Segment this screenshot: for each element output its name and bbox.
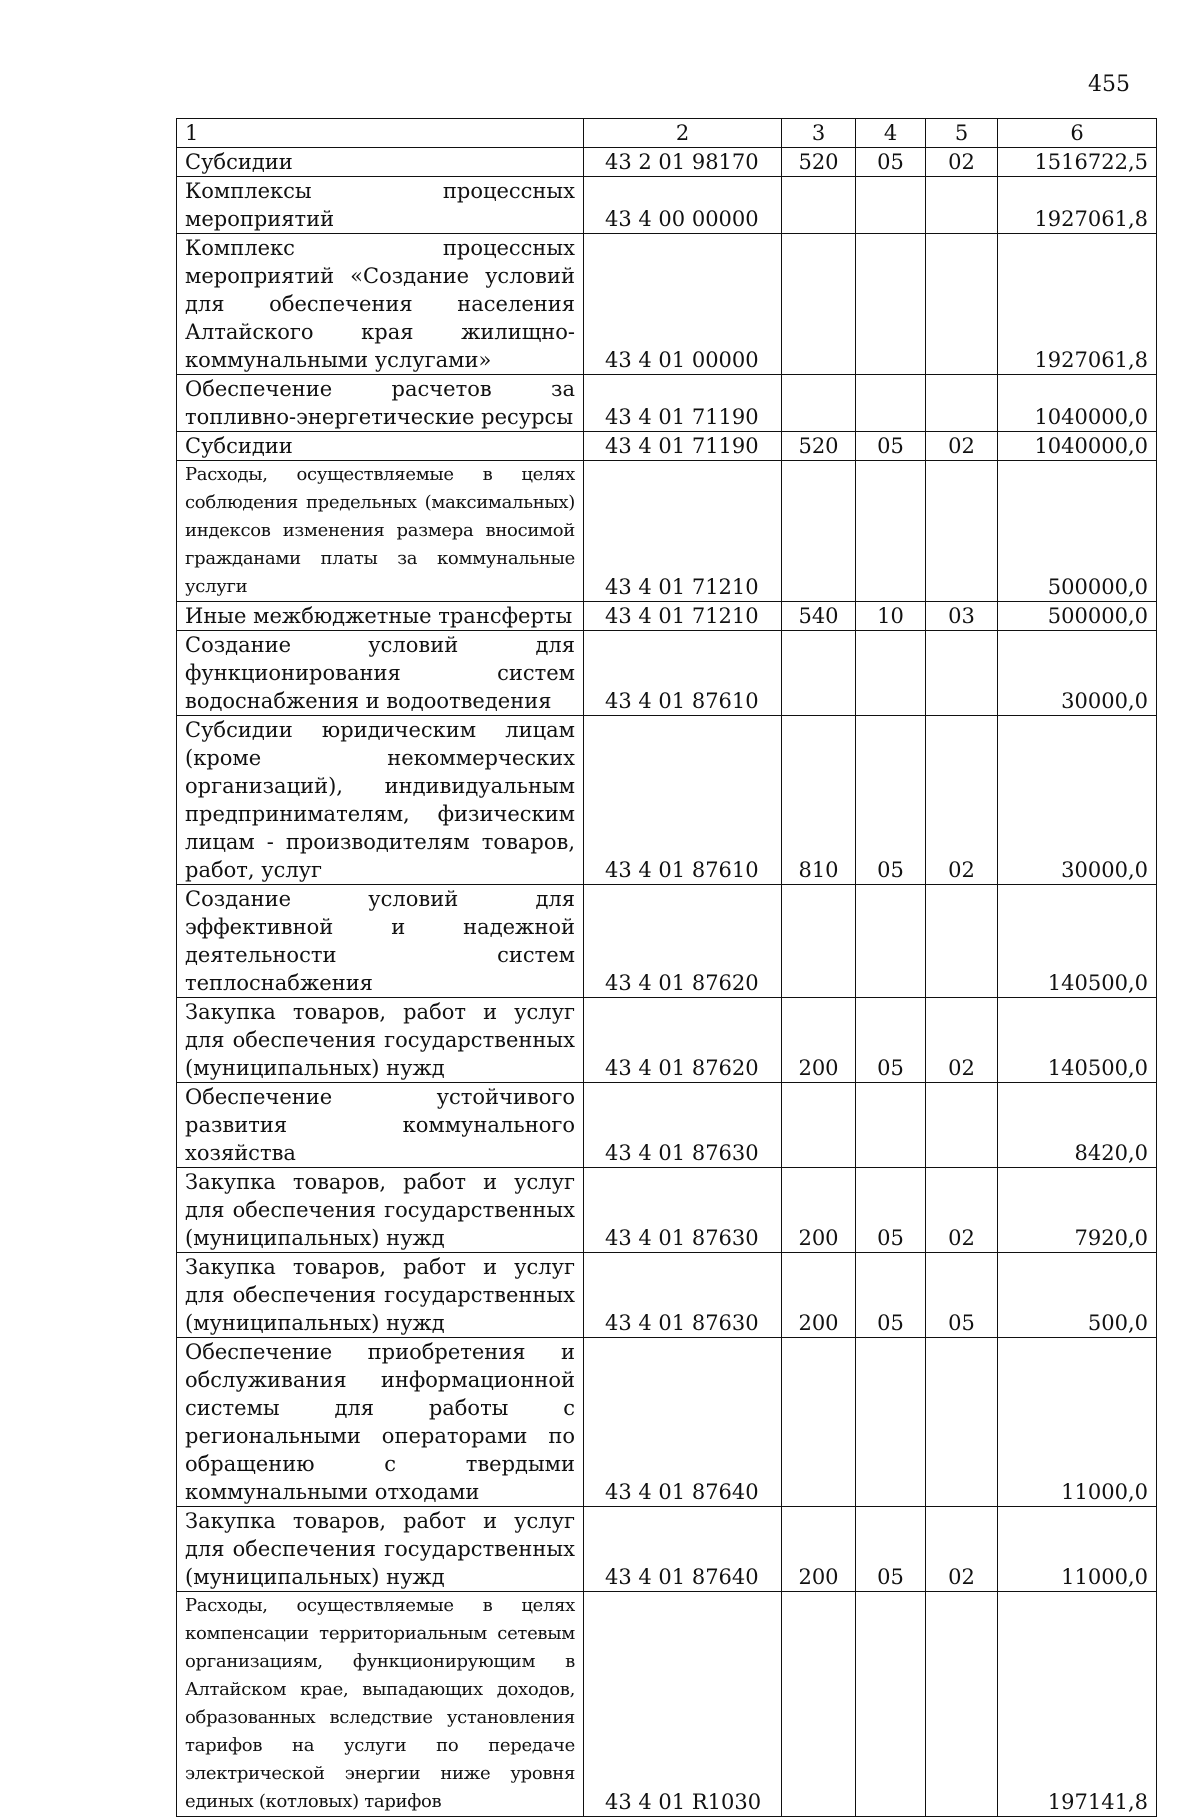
row-rz-cell: 05 bbox=[856, 432, 926, 461]
row-rz-cell bbox=[856, 375, 926, 432]
row-vr-cell: 540 bbox=[782, 602, 856, 631]
row-amount-cell: 500,0 bbox=[998, 1253, 1157, 1338]
row-pr-cell: 02 bbox=[926, 716, 998, 885]
row-name-cell: Иные межбюджетные трансферты bbox=[177, 602, 584, 631]
row-rz-cell: 05 bbox=[856, 716, 926, 885]
row-pr-cell: 02 bbox=[926, 432, 998, 461]
table-header-row bbox=[177, 119, 1157, 148]
header-cell: 3 bbox=[782, 119, 856, 148]
row-vr-cell bbox=[782, 1338, 856, 1507]
table-row bbox=[177, 375, 1157, 432]
row-rz-cell: 05 bbox=[856, 1168, 926, 1253]
table-row bbox=[177, 1083, 1157, 1168]
table-row bbox=[177, 1168, 1157, 1253]
header-cell: 6 bbox=[998, 119, 1157, 148]
row-code-cell: 43 4 01 87640 bbox=[584, 1507, 782, 1592]
table-row bbox=[177, 885, 1157, 998]
row-code-cell: 43 4 01 71210 bbox=[584, 602, 782, 631]
row-name-cell: Закупка товаров, работ и услуг для обеспечения государственных (муниципальных) нужд bbox=[177, 998, 584, 1083]
row-name-cell: Субсидии bbox=[177, 148, 584, 177]
row-name-cell: Расходы, осуществляемые в целях соблюдения предельных (максимальных) индексов изменения размера вносимой гражданами платы за коммунальные услуги bbox=[177, 461, 584, 602]
row-amount-cell: 197141,8 bbox=[998, 1592, 1157, 1817]
row-amount-cell: 1040000,0 bbox=[998, 432, 1157, 461]
row-rz-cell bbox=[856, 1083, 926, 1168]
row-code-cell: 43 4 01 71190 bbox=[584, 432, 782, 461]
row-code-cell: 43 4 01 00000 bbox=[584, 234, 782, 375]
row-amount-cell: 500000,0 bbox=[998, 602, 1157, 631]
row-vr-cell: 200 bbox=[782, 1507, 856, 1592]
row-vr-cell bbox=[782, 177, 856, 234]
row-name-cell: Комплекс процессных мероприятий «Создание условий для обеспечения населения Алтайского края жилищно-коммунальными услугами» bbox=[177, 234, 584, 375]
row-code-cell: 43 4 01 87630 bbox=[584, 1168, 782, 1253]
page-number: 455 bbox=[1088, 72, 1130, 97]
row-pr-cell bbox=[926, 885, 998, 998]
row-amount-cell: 7920,0 bbox=[998, 1168, 1157, 1253]
row-amount-cell: 1040000,0 bbox=[998, 375, 1157, 432]
header-cell: 5 bbox=[926, 119, 998, 148]
row-amount-cell: 500000,0 bbox=[998, 461, 1157, 602]
table-row bbox=[177, 998, 1157, 1083]
row-rz-cell bbox=[856, 234, 926, 375]
row-name-cell: Создание условий для эффективной и надежной деятельности систем теплоснабжения bbox=[177, 885, 584, 998]
table-row bbox=[177, 1592, 1157, 1817]
row-pr-cell bbox=[926, 1083, 998, 1168]
row-pr-cell: 02 bbox=[926, 1507, 998, 1592]
row-amount-cell: 140500,0 bbox=[998, 998, 1157, 1083]
table-row bbox=[177, 1338, 1157, 1507]
row-rz-cell bbox=[856, 1592, 926, 1817]
row-code-cell: 43 4 01 87630 bbox=[584, 1253, 782, 1338]
row-vr-cell bbox=[782, 461, 856, 602]
row-amount-cell: 8420,0 bbox=[998, 1083, 1157, 1168]
row-vr-cell bbox=[782, 375, 856, 432]
row-rz-cell: 05 bbox=[856, 1507, 926, 1592]
row-rz-cell bbox=[856, 177, 926, 234]
table-row bbox=[177, 1507, 1157, 1592]
row-name-cell: Обеспечение устойчивого развития коммунального хозяйства bbox=[177, 1083, 584, 1168]
row-vr-cell: 200 bbox=[782, 1253, 856, 1338]
table-row bbox=[177, 432, 1157, 461]
row-vr-cell: 520 bbox=[782, 148, 856, 177]
row-rz-cell bbox=[856, 461, 926, 602]
row-vr-cell: 200 bbox=[782, 998, 856, 1083]
row-name-cell: Комплексы процессных мероприятий bbox=[177, 177, 584, 234]
row-rz-cell: 10 bbox=[856, 602, 926, 631]
row-pr-cell: 02 bbox=[926, 998, 998, 1083]
row-code-cell: 43 4 01 87610 bbox=[584, 631, 782, 716]
table-row bbox=[177, 461, 1157, 602]
table-row bbox=[177, 234, 1157, 375]
row-vr-cell bbox=[782, 885, 856, 998]
row-code-cell: 43 4 01 87620 bbox=[584, 998, 782, 1083]
row-name-cell: Закупка товаров, работ и услуг для обеспечения государственных (муниципальных) нужд bbox=[177, 1253, 584, 1338]
header-cell: 2 bbox=[584, 119, 782, 148]
row-pr-cell: 02 bbox=[926, 148, 998, 177]
row-pr-cell bbox=[926, 375, 998, 432]
row-name-cell: Закупка товаров, работ и услуг для обеспечения государственных (муниципальных) нужд bbox=[177, 1507, 584, 1592]
row-pr-cell: 03 bbox=[926, 602, 998, 631]
row-vr-cell bbox=[782, 631, 856, 716]
row-vr-cell: 520 bbox=[782, 432, 856, 461]
row-vr-cell bbox=[782, 234, 856, 375]
row-rz-cell: 05 bbox=[856, 148, 926, 177]
row-pr-cell bbox=[926, 461, 998, 602]
row-pr-cell bbox=[926, 631, 998, 716]
row-name-cell: Обеспечение расчетов за топливно-энергетические ресурсы bbox=[177, 375, 584, 432]
row-pr-cell bbox=[926, 234, 998, 375]
row-amount-cell: 11000,0 bbox=[998, 1507, 1157, 1592]
row-rz-cell bbox=[856, 631, 926, 716]
budget-table bbox=[176, 118, 1157, 1817]
row-amount-cell: 1516722,5 bbox=[998, 148, 1157, 177]
row-name-cell: Обеспечение приобретения и обслуживания информационной системы для работы с региональными операторами по обращению с твердыми коммунальными отходами bbox=[177, 1338, 584, 1507]
table-row bbox=[177, 177, 1157, 234]
row-pr-cell: 05 bbox=[926, 1253, 998, 1338]
row-amount-cell: 30000,0 bbox=[998, 716, 1157, 885]
row-code-cell: 43 4 01 87620 bbox=[584, 885, 782, 998]
row-amount-cell: 1927061,8 bbox=[998, 177, 1157, 234]
row-amount-cell: 1927061,8 bbox=[998, 234, 1157, 375]
row-amount-cell: 30000,0 bbox=[998, 631, 1157, 716]
row-vr-cell bbox=[782, 1083, 856, 1168]
row-amount-cell: 140500,0 bbox=[998, 885, 1157, 998]
row-code-cell: 43 4 00 00000 bbox=[584, 177, 782, 234]
table-row bbox=[177, 602, 1157, 631]
header-cell: 4 bbox=[856, 119, 926, 148]
row-pr-cell bbox=[926, 1338, 998, 1507]
row-name-cell: Закупка товаров, работ и услуг для обеспечения государственных (муниципальных) нужд bbox=[177, 1168, 584, 1253]
row-name-cell: Субсидии bbox=[177, 432, 584, 461]
row-code-cell: 43 4 01 71210 bbox=[584, 461, 782, 602]
row-name-cell: Создание условий для функционирования систем водоснабжения и водоотведения bbox=[177, 631, 584, 716]
table-row bbox=[177, 631, 1157, 716]
row-pr-cell bbox=[926, 1592, 998, 1817]
row-rz-cell bbox=[856, 1338, 926, 1507]
row-code-cell: 43 4 01 71190 bbox=[584, 375, 782, 432]
row-vr-cell bbox=[782, 1592, 856, 1817]
row-name-cell: Расходы, осуществляемые в целях компенсации территориальным сетевым организациям, функционирующим в Алтайском крае, выпадающих доходов, образованных вследствие установления тарифов на услуги по передаче электрической энергии ниже уровня единых (котловых) тарифов bbox=[177, 1592, 584, 1817]
row-amount-cell: 11000,0 bbox=[998, 1338, 1157, 1507]
row-code-cell: 43 4 01 87640 bbox=[584, 1338, 782, 1507]
row-code-cell: 43 4 01 87630 bbox=[584, 1083, 782, 1168]
row-code-cell: 43 2 01 98170 bbox=[584, 148, 782, 177]
row-vr-cell: 200 bbox=[782, 1168, 856, 1253]
table-row bbox=[177, 148, 1157, 177]
row-rz-cell: 05 bbox=[856, 1253, 926, 1338]
row-rz-cell: 05 bbox=[856, 998, 926, 1083]
table-row bbox=[177, 716, 1157, 885]
row-name-cell: Субсидии юридическим лицам (кроме некоммерческих организаций), индивидуальным предпринимателям, физическим лицам - производителям товаров, работ, услуг bbox=[177, 716, 584, 885]
row-code-cell: 43 4 01 87610 bbox=[584, 716, 782, 885]
row-pr-cell bbox=[926, 177, 998, 234]
header-cell: 1 bbox=[177, 119, 584, 148]
table-row bbox=[177, 1253, 1157, 1338]
row-vr-cell: 810 bbox=[782, 716, 856, 885]
row-code-cell: 43 4 01 R1030 bbox=[584, 1592, 782, 1817]
row-rz-cell bbox=[856, 885, 926, 998]
row-pr-cell: 02 bbox=[926, 1168, 998, 1253]
